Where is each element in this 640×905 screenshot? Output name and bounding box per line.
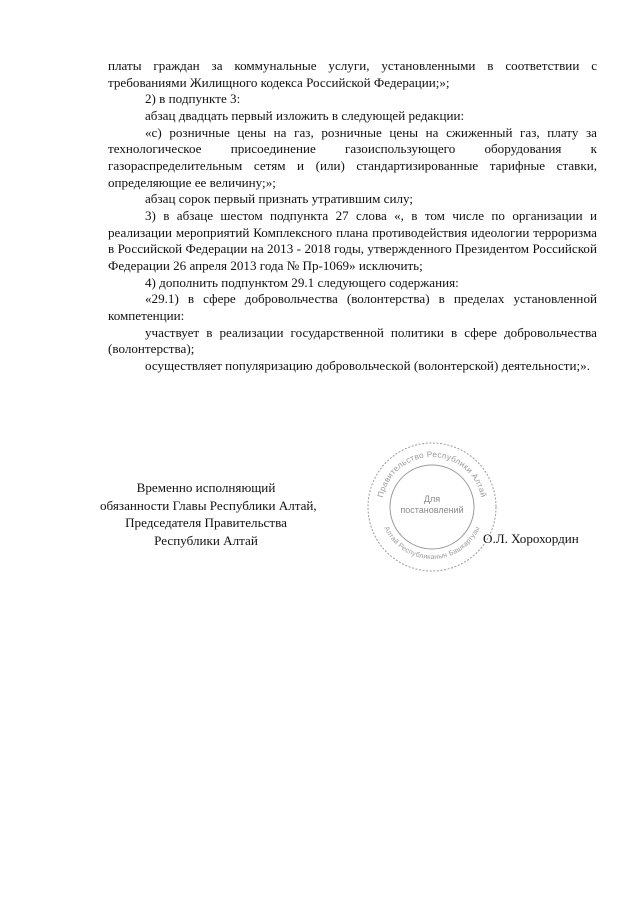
official-seal [365, 440, 499, 574]
document-body [108, 58, 597, 374]
signatory-name: О.Л. Хорохордин [483, 531, 579, 546]
paragraph-popularizes: осуществляет популяризацию добровольческой (волонтерской) деятельности;». [145, 357, 590, 373]
signatory-line-1: Временно исполняющий [136, 480, 276, 495]
paragraph-abzac-41: абзац сорок первый признать утратившим силу; [145, 191, 414, 207]
paragraph-item-2: 2) в подпункте 3: [145, 91, 241, 107]
seal-ring-top-text: Правительство Республики Алтай [375, 449, 489, 499]
seal-center-line-2: постановлений [400, 505, 464, 515]
paragraph-continuation: платы граждан за коммунальные услуги, установленными в соответствии с требованиями Жилищного кодекса Российской Федерации;»; [108, 58, 597, 90]
signatory-line-3: Председателя Правительства [125, 515, 287, 530]
signatory-line-4: Республики Алтай [154, 532, 258, 548]
signatory-line-2: обязанности Главы Республики Алтай, [100, 497, 317, 513]
paragraph-abzac-21: абзац двадцать первый изложить в следующей редакции: [145, 107, 465, 123]
paragraph-participates: участвует в реализации государственной политики в сфере добровольчества (волонтерства); [108, 324, 597, 357]
paragraph-item-3: 3) в абзаце шестом подпункта 27 слова «, в том числе по организации и реализации мероприятий Комплексного плана противодействия идеологии терроризма в Российской Федерации на 2013 - 2018 годы, утвержденного Президентом Российской Федерации 26 апреля 2013 года № Пр-1069» исключить; [108, 207, 597, 273]
seal-ring-bottom-text: Алтай Республиканын Башкартузы [382, 525, 482, 562]
paragraph-item-4: 4) дополнить подпунктом 29.1 следующего содержания: [145, 274, 459, 290]
signatory-title [100, 479, 317, 549]
paragraph-quote-c: «с) розничные цены на газ, розничные цены на сжиженный газ, плату за технологическое присоединение газоиспользующего оборудования к газораспределительным сетям и (или) стандартизированные тарифные ставки, определяющие ее величину;»; [108, 124, 597, 190]
seal-center-line-1: Для [423, 494, 441, 504]
paragraph-quote-29-1: «29.1) в сфере добровольчества (волонтерства) в пределах установленной компетенции: [108, 291, 597, 323]
